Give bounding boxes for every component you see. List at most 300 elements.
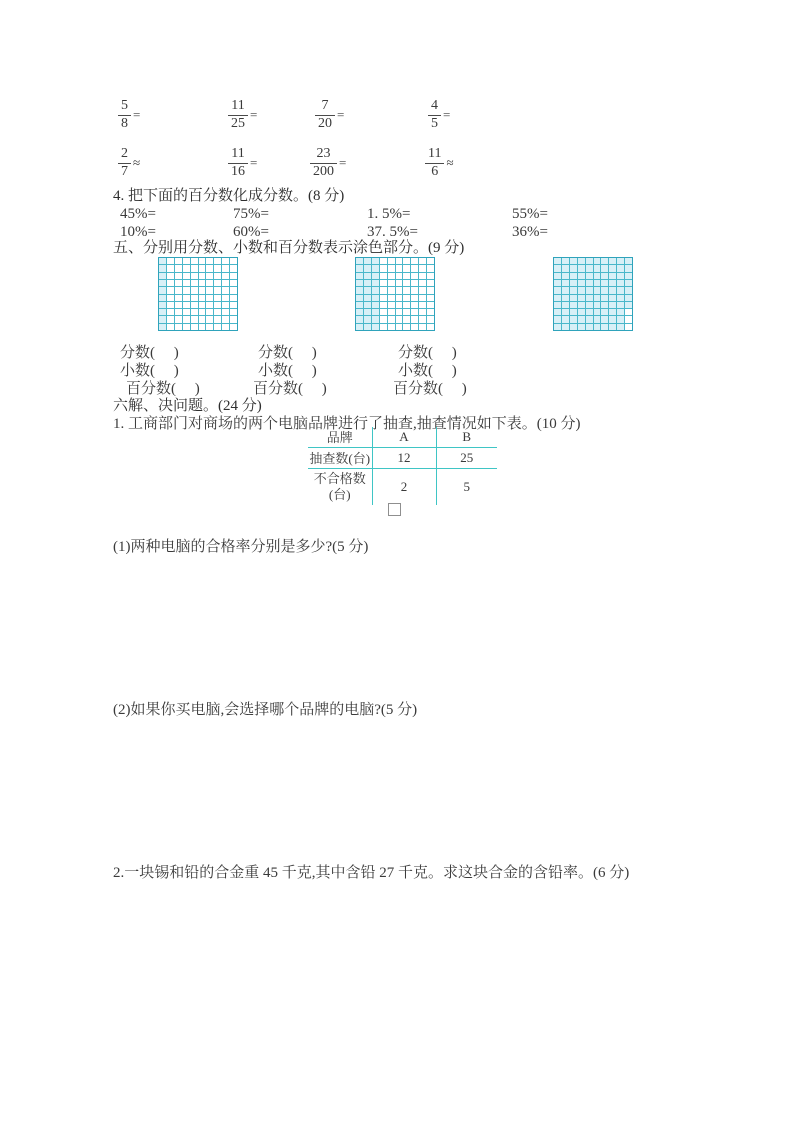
grid-cell	[167, 265, 174, 271]
fraction-denominator: 25	[228, 115, 248, 132]
grid-cell	[364, 280, 371, 286]
grid-cell	[562, 273, 569, 279]
grid-cell	[388, 324, 395, 330]
grid-cell	[388, 280, 395, 286]
grid-cell	[419, 324, 426, 330]
percent-blank-label: 百分数( )	[253, 381, 327, 397]
grid-cell	[206, 265, 213, 271]
grid-cell	[403, 302, 410, 308]
grid-cell	[403, 309, 410, 315]
survey-table	[308, 427, 497, 505]
grid-cell	[601, 265, 608, 271]
grid-cell	[625, 316, 632, 322]
grid-cell	[554, 273, 561, 279]
grid-cell	[356, 280, 363, 286]
fraction	[310, 147, 346, 179]
grid-cell	[230, 295, 237, 301]
grid-cell	[356, 265, 363, 271]
grid-cell	[206, 273, 213, 279]
grid-cell	[427, 316, 434, 322]
grid-cell	[214, 287, 221, 293]
grid-cell	[356, 287, 363, 293]
grid-cell	[601, 302, 608, 308]
grid-cell	[427, 309, 434, 315]
grid-cell	[396, 316, 403, 322]
grid-cell	[403, 265, 410, 271]
grid-cell	[411, 302, 418, 308]
grid-cell	[601, 273, 608, 279]
grid-cell	[609, 324, 616, 330]
grid-cell	[214, 324, 221, 330]
grid-cell	[625, 295, 632, 301]
fraction-numerator: 11	[231, 98, 245, 113]
grid-cell	[554, 316, 561, 322]
fraction-blank-label: 分数( )	[398, 345, 457, 361]
grid-cell	[183, 309, 190, 315]
grid-cell	[183, 302, 190, 308]
grid-cell	[230, 273, 237, 279]
grid-cell	[562, 309, 569, 315]
grid-cell	[380, 258, 387, 264]
grid-cell	[625, 273, 632, 279]
grid-cell	[427, 280, 434, 286]
grid-cell	[380, 295, 387, 301]
grid-cell	[364, 302, 371, 308]
equals-operator: =	[443, 107, 451, 123]
grid-cell	[356, 302, 363, 308]
grid-cell	[578, 265, 585, 271]
grid-cell	[427, 265, 434, 271]
fraction	[425, 147, 454, 179]
question1-sub2: (2)如果你买电脑,会选择哪个品牌的电脑?(5 分)	[113, 702, 418, 718]
grid-cell	[364, 273, 371, 279]
grid-cell	[396, 302, 403, 308]
grid-cell	[625, 265, 632, 271]
grid-cell	[388, 287, 395, 293]
grid-cell	[364, 265, 371, 271]
grid-cell	[199, 295, 206, 301]
table-header-cell: 品牌	[308, 427, 372, 447]
grid-cell	[167, 302, 174, 308]
grid-cell	[230, 324, 237, 330]
grid-cell	[601, 295, 608, 301]
grid-cell	[403, 295, 410, 301]
grid-cell	[372, 287, 379, 293]
grid-cell	[562, 258, 569, 264]
grid-cell	[427, 258, 434, 264]
empty-checkbox-square	[388, 503, 401, 516]
grid-cell	[594, 258, 601, 264]
grid-cell	[159, 258, 166, 264]
grid-cell	[199, 273, 206, 279]
equals-operator: =	[250, 155, 258, 171]
equals-operator: =	[133, 107, 141, 123]
grid-cell	[222, 316, 229, 322]
grid-cell	[230, 258, 237, 264]
grid-cell	[617, 324, 624, 330]
grid-cell	[388, 273, 395, 279]
grid-cell	[222, 280, 229, 286]
grid-cell	[183, 324, 190, 330]
grid-cell	[411, 280, 418, 286]
grid-cell	[230, 302, 237, 308]
grid-cell	[191, 287, 198, 293]
grid-cell	[586, 295, 593, 301]
grid-cell	[594, 316, 601, 322]
grid-cell	[411, 273, 418, 279]
section6-heading: 六解、决问题。(24 分)	[113, 398, 262, 414]
grid-cell	[183, 273, 190, 279]
grid-cell	[206, 324, 213, 330]
grid-cell	[396, 295, 403, 301]
grid-cell	[419, 316, 426, 322]
grid-cell	[578, 309, 585, 315]
grid-cell	[625, 309, 632, 315]
grid-cell	[594, 273, 601, 279]
grid-cell	[570, 302, 577, 308]
table-cell: 12	[372, 447, 436, 468]
fraction-blank-label: 分数( )	[120, 345, 179, 361]
decimal-blank-label: 小数( )	[258, 363, 317, 379]
grid-cell	[388, 309, 395, 315]
grid-cell	[191, 273, 198, 279]
grid-cell	[617, 309, 624, 315]
grid-cell	[159, 324, 166, 330]
grid-cell	[617, 273, 624, 279]
grid-cell	[214, 265, 221, 271]
grid-cell	[214, 302, 221, 308]
grid-cell	[167, 309, 174, 315]
grid-cell	[230, 309, 237, 315]
question1-text: 1. 工商部门对商场的两个电脑品牌进行了抽查,抽查情况如下表。(10 分)	[113, 416, 581, 432]
grid-cell	[372, 258, 379, 264]
fraction-numerator: 11	[231, 146, 245, 161]
grid-cell	[609, 265, 616, 271]
percent-item: 75%=	[233, 206, 269, 222]
grid-cell	[206, 287, 213, 293]
table-cell: 25	[436, 447, 497, 468]
grid-cell	[191, 316, 198, 322]
grid-cell	[199, 316, 206, 322]
grid-cell	[419, 302, 426, 308]
fraction-denominator: 200	[310, 163, 337, 180]
grid-cell	[356, 273, 363, 279]
fraction-denominator: 6	[425, 163, 444, 180]
grid-cell	[199, 309, 206, 315]
grid-cell	[609, 258, 616, 264]
grid-cell	[191, 265, 198, 271]
grid-cell	[222, 324, 229, 330]
equals-operator: =	[339, 155, 347, 171]
grid-cell	[578, 316, 585, 322]
grid-cell	[562, 302, 569, 308]
grid-cell	[388, 265, 395, 271]
decimal-blank-label: 小数( )	[120, 363, 179, 379]
grid-cell	[411, 295, 418, 301]
grid-cell	[167, 295, 174, 301]
grid-cell	[380, 316, 387, 322]
approx-operator: ≈	[446, 155, 454, 171]
grid-cell	[183, 316, 190, 322]
fraction-blank-label: 分数( )	[258, 345, 317, 361]
grid-cell	[159, 309, 166, 315]
grid-cell	[230, 280, 237, 286]
grid-cell	[570, 295, 577, 301]
grid-cell	[554, 265, 561, 271]
grid-cell	[617, 265, 624, 271]
grid-cell	[191, 280, 198, 286]
grid-cell	[601, 309, 608, 315]
grid-cell	[570, 280, 577, 286]
approx-operator: ≈	[133, 155, 141, 171]
grid-cell	[372, 265, 379, 271]
grid-cell	[427, 295, 434, 301]
grid-cell	[411, 316, 418, 322]
grid-cell	[594, 280, 601, 286]
grid-cell	[230, 316, 237, 322]
grid-cell	[609, 302, 616, 308]
grid-cell	[562, 324, 569, 330]
grid-cell	[222, 265, 229, 271]
question1-sub1: (1)两种电脑的合格率分别是多少?(5 分)	[113, 539, 369, 555]
grid-cell	[419, 280, 426, 286]
grid-cell	[191, 295, 198, 301]
percent-item: 55%=	[512, 206, 548, 222]
grid-cell	[419, 287, 426, 293]
grid-cell	[562, 295, 569, 301]
hundred-grid-1	[158, 257, 238, 331]
grid-cell	[214, 258, 221, 264]
grid-cell	[554, 324, 561, 330]
grid-cell	[175, 265, 182, 271]
fraction	[228, 99, 257, 131]
grid-cell	[419, 309, 426, 315]
grid-cell	[183, 265, 190, 271]
grid-cell	[601, 280, 608, 286]
grid-cell	[419, 265, 426, 271]
grid-cell	[601, 287, 608, 293]
grid-cell	[364, 324, 371, 330]
grid-cell	[199, 287, 206, 293]
grid-cell	[411, 309, 418, 315]
grid-cell	[214, 316, 221, 322]
grid-cell	[175, 280, 182, 286]
grid-cell	[372, 302, 379, 308]
grid-cell	[586, 273, 593, 279]
grid-cell	[396, 273, 403, 279]
grid-cell	[570, 273, 577, 279]
grid-cell	[183, 295, 190, 301]
grid-cell	[427, 324, 434, 330]
grid-cell	[214, 273, 221, 279]
grid-cell	[206, 258, 213, 264]
grid-cell	[554, 295, 561, 301]
grid-cell	[183, 280, 190, 286]
grid-cell	[570, 258, 577, 264]
grid-cell	[396, 324, 403, 330]
table-cell: 抽查数(台)	[308, 447, 372, 468]
grid-cell	[396, 280, 403, 286]
grid-cell	[222, 287, 229, 293]
grid-cell	[570, 316, 577, 322]
grid-cell	[364, 295, 371, 301]
section5-heading: 五、分别用分数、小数和百分数表示涂色部分。(9 分)	[113, 240, 465, 256]
equals-operator: =	[337, 107, 345, 123]
grid-cell	[554, 309, 561, 315]
grid-cell	[159, 273, 166, 279]
grid-cell	[222, 273, 229, 279]
fraction-numerator: 7	[321, 98, 329, 113]
grid-cell	[159, 287, 166, 293]
grid-cell	[625, 258, 632, 264]
grid-cell	[570, 287, 577, 293]
grid-cell	[159, 265, 166, 271]
hundred-grid-2	[355, 257, 435, 331]
grid-cell	[183, 258, 190, 264]
grid-cell	[372, 280, 379, 286]
grid-cell	[427, 273, 434, 279]
fraction	[428, 99, 450, 131]
grid-cell	[191, 324, 198, 330]
grid-cell	[364, 309, 371, 315]
grid-cell	[403, 280, 410, 286]
grid-cell	[167, 316, 174, 322]
grid-cell	[396, 309, 403, 315]
grid-cell	[554, 280, 561, 286]
grid-cell	[403, 273, 410, 279]
grid-cell	[380, 273, 387, 279]
grid-cell	[594, 302, 601, 308]
grid-cell	[411, 287, 418, 293]
grid-cell	[609, 295, 616, 301]
grid-cell	[570, 265, 577, 271]
grid-cell	[419, 258, 426, 264]
decimal-blank-label: 小数( )	[398, 363, 457, 379]
percent-item: 45%=	[120, 206, 156, 222]
grid-cell	[380, 324, 387, 330]
grid-cell	[609, 309, 616, 315]
table-cell-text: 不合格数(台)	[313, 470, 366, 502]
percent-item: 36%=	[512, 224, 548, 240]
grid-cell	[578, 324, 585, 330]
grid-cell	[562, 316, 569, 322]
grid-cell	[191, 309, 198, 315]
grid-cell	[356, 324, 363, 330]
grid-cell	[175, 287, 182, 293]
grid-cell	[388, 302, 395, 308]
grid-cell	[570, 324, 577, 330]
grid-cell	[206, 309, 213, 315]
grid-cell	[191, 302, 198, 308]
grid-cell	[372, 295, 379, 301]
grid-cell	[167, 258, 174, 264]
grid-cell	[222, 302, 229, 308]
grid-cell	[175, 273, 182, 279]
grid-cell	[388, 295, 395, 301]
hundred-grid-3	[553, 257, 633, 331]
grid-cell	[364, 258, 371, 264]
percent-item: 60%=	[233, 224, 269, 240]
grid-cell	[159, 302, 166, 308]
grid-cell	[601, 324, 608, 330]
grid-cell	[199, 265, 206, 271]
grid-cell	[562, 287, 569, 293]
grid-cell	[372, 273, 379, 279]
grid-cell	[380, 265, 387, 271]
grid-cell	[364, 316, 371, 322]
grid-cell	[175, 324, 182, 330]
grid-cell	[594, 295, 601, 301]
question2-text: 2.一块锡和铅的合金重 45 千克,其中含铅 27 千克。求这块合金的含铅率。(6 分)	[113, 865, 630, 881]
equals-operator: =	[250, 107, 258, 123]
grid-cell	[609, 287, 616, 293]
grid-cell	[356, 316, 363, 322]
grid-cell	[380, 287, 387, 293]
grid-cell	[396, 258, 403, 264]
grid-cell	[206, 316, 213, 322]
grid-cell	[388, 258, 395, 264]
fraction	[228, 147, 257, 179]
grid-cell	[403, 316, 410, 322]
grid-cell	[411, 324, 418, 330]
grid-cell	[199, 302, 206, 308]
grid-cell	[609, 273, 616, 279]
grid-cell	[562, 265, 569, 271]
fraction	[315, 99, 344, 131]
grid-cell	[625, 302, 632, 308]
grid-cell	[183, 287, 190, 293]
percent-blank-label: 百分数( )	[126, 381, 200, 397]
grid-cell	[159, 316, 166, 322]
grid-cell	[356, 258, 363, 264]
grid-cell	[214, 280, 221, 286]
grid-cell	[175, 302, 182, 308]
grid-cell	[578, 295, 585, 301]
grid-cell	[206, 280, 213, 286]
grid-cell	[206, 295, 213, 301]
grid-cell	[411, 258, 418, 264]
grid-cell	[167, 280, 174, 286]
grid-cell	[570, 309, 577, 315]
grid-cell	[356, 309, 363, 315]
fraction	[118, 99, 140, 131]
grid-cell	[214, 309, 221, 315]
grid-cell	[364, 287, 371, 293]
grid-cell	[586, 302, 593, 308]
grid-cell	[617, 295, 624, 301]
grid-cell	[554, 302, 561, 308]
grid-cell	[625, 287, 632, 293]
grid-cell	[578, 302, 585, 308]
fraction-denominator: 5	[428, 115, 441, 132]
grid-cell	[562, 280, 569, 286]
grid-cell	[594, 265, 601, 271]
grid-cell	[586, 324, 593, 330]
table-cell: 2	[372, 468, 436, 505]
grid-cell	[403, 324, 410, 330]
fraction-numerator: 11	[428, 146, 442, 161]
grid-cell	[396, 287, 403, 293]
grid-cell	[230, 265, 237, 271]
grid-cell	[427, 302, 434, 308]
fraction-denominator: 8	[118, 115, 131, 132]
table-header-cell: A	[372, 427, 436, 447]
fraction-denominator: 20	[315, 115, 335, 132]
grid-cell	[175, 258, 182, 264]
grid-cell	[222, 295, 229, 301]
grid-cell	[625, 280, 632, 286]
grid-cell	[396, 265, 403, 271]
